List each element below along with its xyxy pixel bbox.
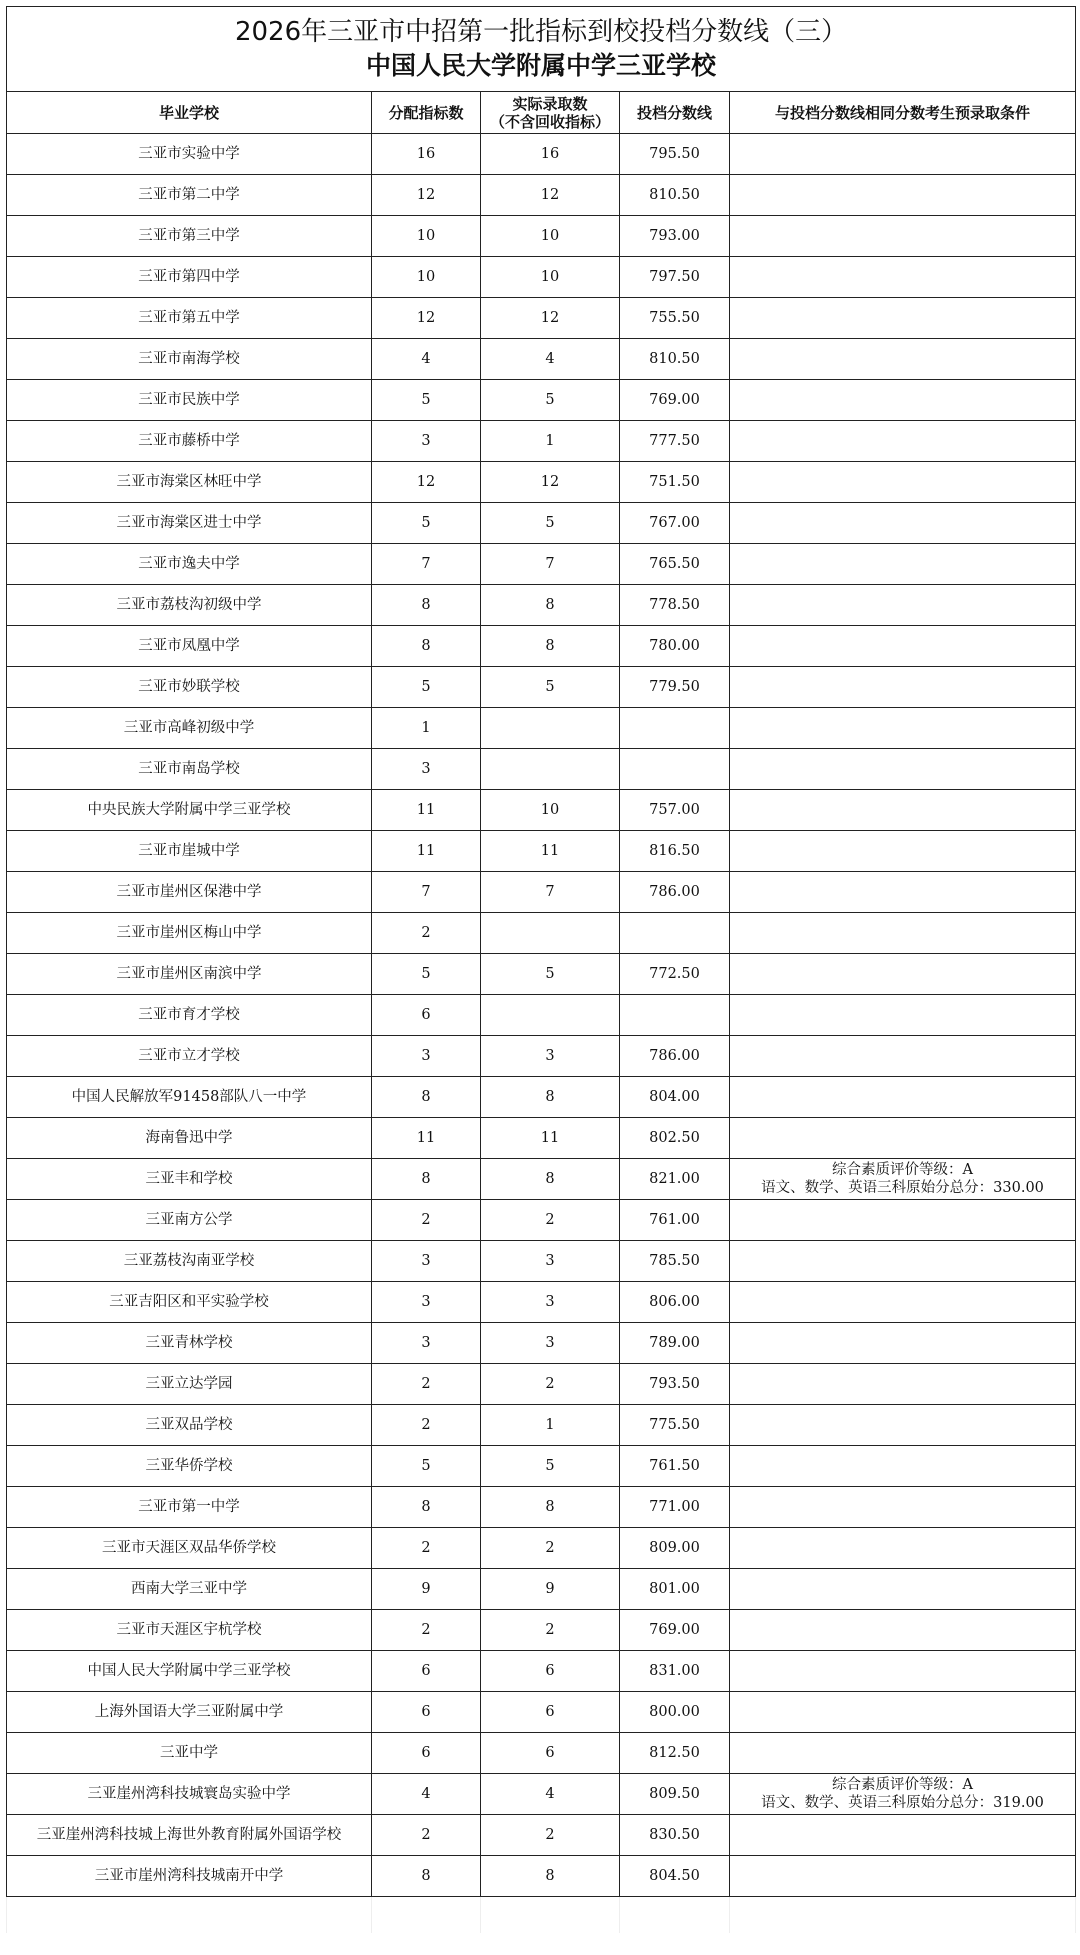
condition-cell [730,1323,1076,1364]
table-row [7,216,1076,257]
table-row [7,667,1076,708]
school-cell: 三亚双品学校 [7,1405,372,1446]
table-row [7,749,1076,790]
quota-cell: 1 [372,708,481,749]
table-row [7,1528,1076,1569]
table-row [7,1569,1076,1610]
table-row [7,339,1076,380]
condition-cell [730,708,1076,749]
admitted-cell [481,913,620,954]
school-cell: 西南大学三亚中学 [7,1569,372,1610]
header-row [7,92,1076,134]
blank-cell [7,1897,372,1934]
condition-cell [730,954,1076,995]
score-cell: 810.50 [620,339,730,380]
quota-cell: 3 [372,1036,481,1077]
condition-cell [730,749,1076,790]
header-condition: 与投档分数线相同分数考生预录取条件 [730,92,1076,134]
table-row [7,257,1076,298]
score-cell: 810.50 [620,175,730,216]
table-row [7,1323,1076,1364]
condition-cell [730,503,1076,544]
table-row [7,1364,1076,1405]
blank-cell [730,1897,1076,1934]
quota-cell: 8 [372,1077,481,1118]
admitted-cell [481,749,620,790]
school-cell: 中央民族大学附属中学三亚学校 [7,790,372,831]
school-cell: 三亚中学 [7,1733,372,1774]
score-cell: 806.00 [620,1282,730,1323]
admitted-cell: 8 [481,1856,620,1897]
admitted-cell: 5 [481,503,620,544]
admitted-cell: 10 [481,216,620,257]
admitted-cell: 3 [481,1036,620,1077]
condition-cell [730,1815,1076,1856]
condition-cell [730,544,1076,585]
score-cell: 804.00 [620,1077,730,1118]
admitted-cell: 5 [481,1446,620,1487]
admitted-cell: 11 [481,1118,620,1159]
condition-cell [730,1241,1076,1282]
school-cell: 三亚市崖州区南滨中学 [7,954,372,995]
quota-cell: 8 [372,1487,481,1528]
table-row [7,298,1076,339]
quota-cell: 8 [372,585,481,626]
school-cell: 三亚青林学校 [7,1323,372,1364]
quota-cell: 6 [372,1692,481,1733]
score-cell: 800.00 [620,1692,730,1733]
quota-cell: 3 [372,421,481,462]
quota-cell: 7 [372,544,481,585]
table-row [7,626,1076,667]
admitted-cell: 8 [481,626,620,667]
table-row [7,1651,1076,1692]
quota-cell: 2 [372,913,481,954]
table-row [7,380,1076,421]
school-cell: 三亚市崖州湾科技城南开中学 [7,1856,372,1897]
school-cell: 三亚丰和学校 [7,1159,372,1200]
table-row [7,913,1076,954]
school-cell: 三亚市崖城中学 [7,831,372,872]
quota-cell: 5 [372,667,481,708]
blank-cell [620,1897,730,1934]
admitted-cell: 10 [481,790,620,831]
score-cell: 795.50 [620,134,730,175]
table-row [7,790,1076,831]
condition-cell [730,462,1076,503]
school-cell: 三亚市民族中学 [7,380,372,421]
blank-cell [481,1897,620,1934]
table-row [7,1241,1076,1282]
score-cell: 779.50 [620,667,730,708]
condition-cell [730,1774,1076,1815]
school-cell: 三亚市藤桥中学 [7,421,372,462]
quota-cell: 8 [372,1159,481,1200]
school-cell: 三亚市天涯区宇杭学校 [7,1610,372,1651]
admitted-cell [481,708,620,749]
table-row [7,1610,1076,1651]
quota-cell: 12 [372,175,481,216]
quota-cell: 3 [372,1241,481,1282]
admitted-cell: 4 [481,339,620,380]
school-cell: 三亚市逸夫中学 [7,544,372,585]
score-cell: 751.50 [620,462,730,503]
school-cell: 三亚崖州湾科技城上海世外教育附属外国语学校 [7,1815,372,1856]
admitted-cell: 2 [481,1528,620,1569]
school-cell: 三亚市第二中学 [7,175,372,216]
condition-cell [730,298,1076,339]
table-row [7,1200,1076,1241]
table-row [7,462,1076,503]
school-cell: 三亚市第一中学 [7,1487,372,1528]
admitted-cell: 7 [481,872,620,913]
quota-cell: 2 [372,1815,481,1856]
admitted-cell: 1 [481,421,620,462]
admitted-cell: 2 [481,1364,620,1405]
table-row [7,831,1076,872]
admitted-cell: 3 [481,1241,620,1282]
score-cell: 809.00 [620,1528,730,1569]
score-cell: 801.00 [620,1569,730,1610]
table-row [7,1118,1076,1159]
table-row [7,503,1076,544]
quota-cell: 2 [372,1200,481,1241]
quota-cell: 6 [372,995,481,1036]
quota-cell: 6 [372,1733,481,1774]
quota-cell: 4 [372,1774,481,1815]
school-cell: 三亚市妙联学校 [7,667,372,708]
school-cell: 三亚市崖州区梅山中学 [7,913,372,954]
score-cell: 821.00 [620,1159,730,1200]
condition-line-2: 语文、数学、英语三科原始分总分：330.00 [761,1180,1044,1196]
table-row [7,1856,1076,1897]
condition-cell [730,1036,1076,1077]
condition-cell [730,380,1076,421]
school-cell: 三亚市育才学校 [7,995,372,1036]
quota-cell: 8 [372,626,481,667]
quota-cell: 12 [372,462,481,503]
quota-cell: 3 [372,1282,481,1323]
admitted-cell: 8 [481,1077,620,1118]
table-row [7,585,1076,626]
condition-cell [730,1077,1076,1118]
school-cell: 三亚吉阳区和平实验学校 [7,1282,372,1323]
title-main: 2026年三亚市中招第一批指标到校投档分数线（三） [234,17,848,47]
score-cell: 793.50 [620,1364,730,1405]
admitted-cell: 12 [481,298,620,339]
condition-cell [730,913,1076,954]
quota-cell: 16 [372,134,481,175]
quota-cell: 6 [372,1651,481,1692]
score-cell: 786.00 [620,1036,730,1077]
title-school: 中国人民大学附属中学三亚学校 [366,51,717,80]
admitted-cell: 5 [481,667,620,708]
table-row [7,1036,1076,1077]
quota-cell: 10 [372,257,481,298]
header-admitted-line2: （不含回收指标） [489,112,610,131]
school-cell: 海南鲁迅中学 [7,1118,372,1159]
header-quota: 分配指标数 [372,92,481,134]
school-cell: 中国人民大学附属中学三亚学校 [7,1651,372,1692]
score-cell [620,913,730,954]
condition-cell [730,257,1076,298]
condition-cell [730,831,1076,872]
condition-cell [730,1405,1076,1446]
table-row [7,708,1076,749]
condition-cell [730,872,1076,913]
school-cell: 三亚荔枝沟南亚学校 [7,1241,372,1282]
school-cell: 三亚市崖州区保港中学 [7,872,372,913]
score-cell: 812.50 [620,1733,730,1774]
header-admitted [481,92,620,134]
condition-cell [730,339,1076,380]
score-cell [620,995,730,1036]
school-cell: 三亚市海棠区进士中学 [7,503,372,544]
quota-cell: 5 [372,954,481,995]
score-cell: 755.50 [620,298,730,339]
score-cell: 804.50 [620,1856,730,1897]
condition-cell [730,216,1076,257]
condition-cell [730,1118,1076,1159]
condition-cell [730,1651,1076,1692]
admitted-cell: 10 [481,257,620,298]
quota-cell: 3 [372,749,481,790]
condition-cell [730,790,1076,831]
school-cell: 三亚华侨学校 [7,1446,372,1487]
table-row [7,1446,1076,1487]
quota-cell: 5 [372,503,481,544]
admitted-cell: 11 [481,831,620,872]
school-cell: 三亚市天涯区双品华侨学校 [7,1528,372,1569]
quota-cell: 9 [372,1569,481,1610]
score-cell: 778.50 [620,585,730,626]
quota-cell: 11 [372,790,481,831]
condition-cell [730,421,1076,462]
score-cell: 769.00 [620,1610,730,1651]
score-cell: 767.00 [620,503,730,544]
header-school: 毕业学校 [7,92,372,134]
school-cell: 三亚市南岛学校 [7,749,372,790]
school-cell: 三亚市实验中学 [7,134,372,175]
condition-cell [730,1528,1076,1569]
table-title [7,7,1076,92]
condition-cell [730,1364,1076,1405]
admitted-cell: 3 [481,1323,620,1364]
condition-cell [730,1569,1076,1610]
blank-row [7,1897,1076,1934]
admitted-cell: 5 [481,380,620,421]
admitted-cell: 6 [481,1651,620,1692]
score-cell: 772.50 [620,954,730,995]
table-row [7,1159,1076,1200]
score-sheet [6,6,1075,1933]
quota-cell: 5 [372,1446,481,1487]
condition-line-1: 综合素质评价等级：A [832,1777,974,1793]
quota-cell: 2 [372,1405,481,1446]
quota-cell: 3 [372,1323,481,1364]
score-cell: 830.50 [620,1815,730,1856]
table-row [7,1815,1076,1856]
condition-cell [730,175,1076,216]
table-row [7,421,1076,462]
school-cell: 三亚市第五中学 [7,298,372,339]
admitted-cell: 4 [481,1774,620,1815]
admitted-cell: 2 [481,1610,620,1651]
score-cell: 777.50 [620,421,730,462]
score-cell: 780.00 [620,626,730,667]
school-cell: 三亚南方公学 [7,1200,372,1241]
header-score: 投档分数线 [620,92,730,134]
condition-line-2: 语文、数学、英语三科原始分总分：319.00 [761,1795,1044,1811]
school-cell: 三亚立达学园 [7,1364,372,1405]
score-cell: 789.00 [620,1323,730,1364]
score-cell: 771.00 [620,1487,730,1528]
condition-cell [730,1856,1076,1897]
school-cell: 三亚市第四中学 [7,257,372,298]
table-row [7,954,1076,995]
quota-cell: 4 [372,339,481,380]
admitted-cell [481,995,620,1036]
quota-cell: 5 [372,380,481,421]
admitted-cell: 6 [481,1692,620,1733]
condition-cell [730,1733,1076,1774]
school-cell: 三亚市荔枝沟初级中学 [7,585,372,626]
score-cell: 816.50 [620,831,730,872]
quota-cell: 2 [372,1610,481,1651]
blank-cell [372,1897,481,1934]
score-cell: 802.50 [620,1118,730,1159]
score-cell: 769.00 [620,380,730,421]
score-cell [620,708,730,749]
score-cell: 809.50 [620,1774,730,1815]
condition-cell [730,1282,1076,1323]
quota-cell: 11 [372,831,481,872]
quota-cell: 10 [372,216,481,257]
admitted-cell: 8 [481,585,620,626]
score-cell: 793.00 [620,216,730,257]
score-cell [620,749,730,790]
condition-cell [730,1692,1076,1733]
school-cell: 三亚市第三中学 [7,216,372,257]
table-row [7,1774,1076,1815]
school-cell: 上海外国语大学三亚附属中学 [7,1692,372,1733]
quota-cell: 8 [372,1856,481,1897]
table-row [7,1487,1076,1528]
school-cell: 中国人民解放军91458部队八一中学 [7,1077,372,1118]
admitted-cell: 2 [481,1200,620,1241]
condition-cell [730,1446,1076,1487]
school-cell: 三亚市南海学校 [7,339,372,380]
admitted-cell: 6 [481,1733,620,1774]
admitted-cell: 12 [481,462,620,503]
table-row [7,1077,1076,1118]
condition-cell [730,1610,1076,1651]
score-cell: 786.00 [620,872,730,913]
admitted-cell: 1 [481,1405,620,1446]
admitted-cell: 8 [481,1487,620,1528]
table-row [7,872,1076,913]
condition-cell [730,1200,1076,1241]
quota-cell: 2 [372,1364,481,1405]
quota-cell: 11 [372,1118,481,1159]
score-cell: 757.00 [620,790,730,831]
admitted-cell: 16 [481,134,620,175]
admitted-cell: 9 [481,1569,620,1610]
table-row [7,175,1076,216]
table-row [7,1405,1076,1446]
school-cell: 三亚市海棠区林旺中学 [7,462,372,503]
quota-cell: 2 [372,1528,481,1569]
table-row [7,1733,1076,1774]
score-cell: 761.50 [620,1446,730,1487]
admitted-cell: 2 [481,1815,620,1856]
score-cell: 785.50 [620,1241,730,1282]
score-cell: 765.50 [620,544,730,585]
table-row [7,1692,1076,1733]
condition-cell [730,1487,1076,1528]
school-cell: 三亚崖州湾科技城寰岛实验中学 [7,1774,372,1815]
admitted-cell: 7 [481,544,620,585]
quota-cell: 7 [372,872,481,913]
admitted-cell: 5 [481,954,620,995]
admitted-cell: 12 [481,175,620,216]
score-cell: 797.50 [620,257,730,298]
quota-cell: 12 [372,298,481,339]
table-row [7,134,1076,175]
admission-score-table [6,6,1076,1933]
condition-cell [730,585,1076,626]
score-cell: 761.00 [620,1200,730,1241]
school-cell: 三亚市立才学校 [7,1036,372,1077]
table-row [7,995,1076,1036]
score-cell: 775.50 [620,1405,730,1446]
condition-cell [730,995,1076,1036]
admitted-cell: 3 [481,1282,620,1323]
condition-cell [730,134,1076,175]
school-cell: 三亚市凤凰中学 [7,626,372,667]
admitted-cell: 8 [481,1159,620,1200]
condition-line-1: 综合素质评价等级：A [832,1162,974,1178]
condition-cell [730,1159,1076,1200]
condition-cell [730,626,1076,667]
table-row [7,544,1076,585]
score-cell: 831.00 [620,1651,730,1692]
condition-cell [730,667,1076,708]
school-cell: 三亚市高峰初级中学 [7,708,372,749]
table-row [7,1282,1076,1323]
header-admitted-line1: 实际录取数 [512,94,588,113]
